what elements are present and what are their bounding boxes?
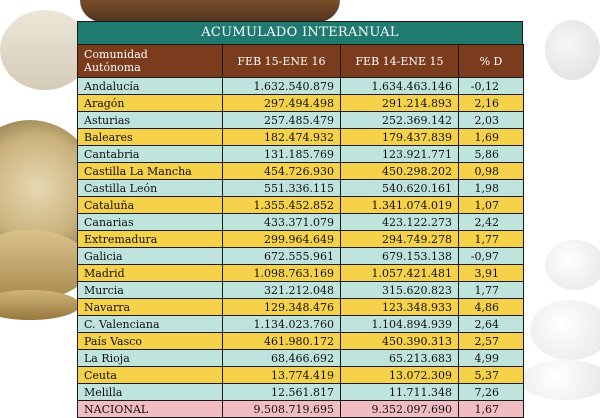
table-row [78,112,524,129]
cell-community: Cataluña [78,197,223,214]
table-row [78,299,524,316]
header-community-line1: Comunidad [84,48,148,61]
table-row [78,197,524,214]
cell-period-b: 450.390.313 [341,333,459,350]
cell-period-b: 1.104.894.939 [341,316,459,333]
table-row [78,129,524,146]
cell-period-b: 179.437.839 [341,129,459,146]
header-period-a: FEB 15-ENE 16 [223,45,341,78]
medicine-bottle-image [80,0,340,22]
cell-percent-change: 5,86 [459,146,524,163]
cell-period-b: 65.213.683 [341,350,459,367]
cell-period-a: 1.632.540.879 [223,78,341,95]
cell-period-b: 291.214.893 [341,95,459,112]
cell-community: Melilla [78,384,223,401]
table-row [78,180,524,197]
table-row [78,248,524,265]
cell-period-a: 1.098.763.169 [223,265,341,282]
cell-percent-change: 1,69 [459,129,524,146]
cell-percent-change: 1,98 [459,180,524,197]
cell-community: Aragón [78,95,223,112]
header-period-b: FEB 14-ENE 15 [341,45,459,78]
header-community [78,45,223,78]
cell-community: Canarias [78,214,223,231]
cell-period-b: 450.298.202 [341,163,459,180]
cell-community: La Rioja [78,350,223,367]
cell-period-a: 13.774.419 [223,367,341,384]
cell-community: Extremadura [78,231,223,248]
cell-period-b: 1.634.463.146 [341,78,459,95]
cell-period-a: 551.336.115 [223,180,341,197]
cell-period-b: 123.348.933 [341,299,459,316]
cell-period-a: 129.348.476 [223,299,341,316]
cell-community: C. Valenciana [78,316,223,333]
table-title: ACUMULADO INTERANUAL [77,21,523,44]
cell-period-a: 672.555.961 [223,248,341,265]
total-row [78,401,524,418]
cell-percent-change: -0,12 [459,78,524,95]
cell-period-a: 257.485.479 [223,112,341,129]
table-row [78,78,524,95]
cell-percent-change: 2,16 [459,95,524,112]
cell-period-b: 11.711.348 [341,384,459,401]
coin-stack-image [0,290,80,320]
cell-percent-change: 4,99 [459,350,524,367]
cell-period-a: 9.508.719.695 [223,401,341,418]
cell-community: Asturias [78,112,223,129]
cell-period-b: 252.369.142 [341,112,459,129]
cell-community: Ceuta [78,367,223,384]
table-row [78,95,524,112]
cell-percent-change: 7,26 [459,384,524,401]
cell-period-b: 1.341.074.019 [341,197,459,214]
cell-percent-change: 4,86 [459,299,524,316]
header-row [78,45,524,78]
pill-image [545,240,600,290]
cell-period-a: 12.561.817 [223,384,341,401]
cell-percent-change: 2,42 [459,214,524,231]
header-community-line2: Autónoma [84,61,141,74]
pill-image [530,300,600,360]
table-row [78,384,524,401]
cell-percent-change: 2,57 [459,333,524,350]
table-row [78,163,524,180]
cell-period-a: 1.134.023.760 [223,316,341,333]
cell-period-a: 297.494.498 [223,95,341,112]
table-row [78,282,524,299]
cell-period-b: 423.122.273 [341,214,459,231]
cell-period-b: 315.620.823 [341,282,459,299]
cell-period-b: 540.620.161 [341,180,459,197]
cell-period-a: 182.474.932 [223,129,341,146]
cell-percent-change: 2,64 [459,316,524,333]
table-row [78,265,524,282]
pill-image [545,20,600,80]
cell-percent-change: 1,77 [459,282,524,299]
cell-community: Madrid [78,265,223,282]
table-row [78,146,524,163]
cell-community: Galicia [78,248,223,265]
data-table-container [77,21,523,418]
cell-percent-change: 1,07 [459,197,524,214]
cell-percent-change: 3,91 [459,265,524,282]
table-row [78,316,524,333]
table-row [78,367,524,384]
cell-community: Baleares [78,129,223,146]
cell-community: Castilla La Mancha [78,163,223,180]
cell-period-b: 679.153.138 [341,248,459,265]
cell-period-a: 454.726.930 [223,163,341,180]
cell-percent-change: 2,03 [459,112,524,129]
cell-percent-change: 0,98 [459,163,524,180]
cell-period-a: 461.980.172 [223,333,341,350]
cell-period-a: 433.371.079 [223,214,341,231]
header-percent-change: % D [459,45,524,78]
table-row [78,214,524,231]
table-row [78,350,524,367]
table-row [78,231,524,248]
cell-community: Castilla León [78,180,223,197]
cell-community: Cantabria [78,146,223,163]
pill-image [520,360,600,400]
cell-period-a: 1.355.452.852 [223,197,341,214]
cell-period-a: 68.466.692 [223,350,341,367]
cell-percent-change: 5,37 [459,367,524,384]
cell-community: Murcia [78,282,223,299]
cell-percent-change: 1,67 [459,401,524,418]
cell-community: País Vasco [78,333,223,350]
cell-community: NACIONAL [78,401,223,418]
table-row [78,333,524,350]
cell-community: Navarra [78,299,223,316]
cell-period-b: 294.749.278 [341,231,459,248]
cell-period-b: 13.072.309 [341,367,459,384]
cell-period-a: 321.212.048 [223,282,341,299]
cell-period-a: 299.964.649 [223,231,341,248]
cell-period-a: 131.185.769 [223,146,341,163]
cell-community: Andalucía [78,78,223,95]
cell-period-b: 9.352.097.690 [341,401,459,418]
cell-period-b: 123.921.771 [341,146,459,163]
data-table [77,44,524,418]
cell-percent-change: -0,97 [459,248,524,265]
cell-period-b: 1.057.421.481 [341,265,459,282]
cell-percent-change: 1,77 [459,231,524,248]
